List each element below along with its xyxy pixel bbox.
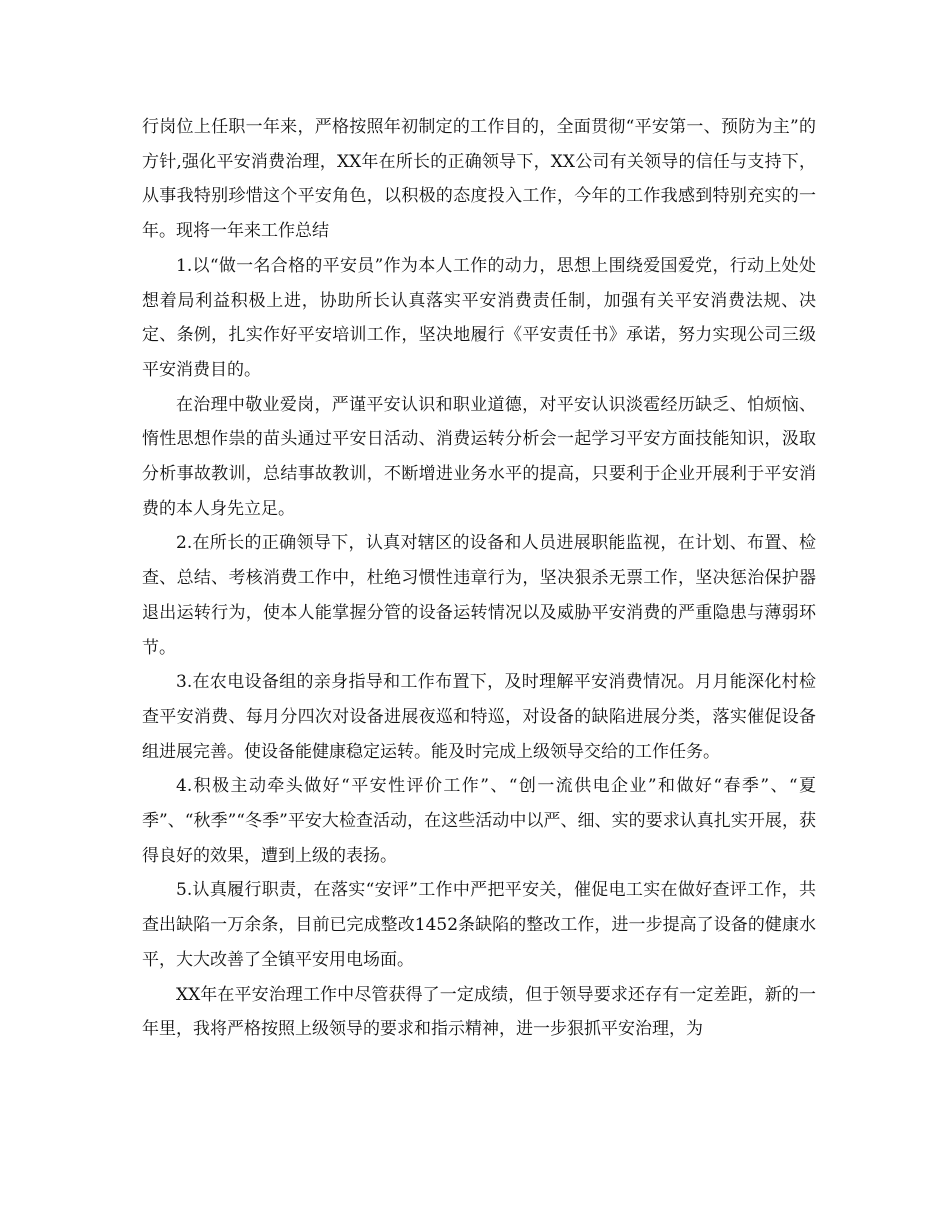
paragraph-conclusion: XX年在平安治理工作中尽管获得了一定成绩，但于领导要求还存有一定差距，新的一年里，我将严格按照上级领导的要求和指示精神，进一步狠抓平安治理，为 [142,984,816,1040]
paragraph-item-5: 5.认真履行职责，在落实“安评”工作中严把平安关，催促电工实在做好查评工作，共查出缺陷一万余条，目前已完成整改1452条缺陷的整改工作，进一步提高了设备的健康水平，大大改善了全镇平安用电场面。 [142,880,816,970]
paragraph-item-4: 4.积极主动牵头做好“平安性评价工作”、“创一流供电企业”和做好“春季”、“夏季”、“秋季”“冬季”平安大检查活动，在这些活动中以严、细、实的要求认真扎实开展，获得良好的效果，遭到上级的表扬。 [142,776,816,866]
document-body [142,110,816,1047]
paragraph-intro: 行岗位上任职一年来，严格按照年初制定的工作目的，全面贯彻“平安第一、预防为主”的方针,强化平安消费治理，XX年在所长的正确领导下，XX公司有关领导的信任与支持下，从事我特别珍惜这个平安角色，以积极的态度投入工作，今年的工作我感到特别充实的一年。现将一年来工作总结 [142,117,816,242]
paragraph-management: 在治理中敬业爱岗，严谨平安认识和职业道德，对平安认识淡雹经历缺乏、怕烦恼、惰性思想作祟的苗头通过平安日活动、消费运转分析会一起学习平安方面技能知识，汲取分析事故教训，总结事故教训，不断增进业务水平的提高，只要利于企业开展利于平安消费的本人身先立足。 [142,394,816,519]
paragraph-item-2: 2.在所长的正确领导下，认真对辖区的设备和人员进展职能监视，在计划、布置、检查、总结、考核消费工作中，杜绝习惯性违章行为，坚决狠杀无票工作，坚决惩治保护器退出运转行为，使本人能掌握分管的设备运转情况以及威胁平安消费的严重隐患与薄弱环节。 [142,533,816,658]
paragraph-item-1: 1.以“做一名合格的平安员”作为本人工作的动力，思想上围绕爱国爱党，行动上处处想着局利益积极上进，协助所长认真落实平安消费责任制，加强有关平安消费法规、决定、条例，扎实作好平安培训工作，坚决地履行《平安责任书》承诺，努力实现公司三级平安消费目的。 [142,255,816,380]
paragraph-item-3: 3.在农电设备组的亲身指导和工作布置下，及时理解平安消费情况。月月能深化村检查平安消费、每月分四次对设备进展夜巡和特巡，对设备的缺陷进展分类，落实催促设备组进展完善。使设备能健康稳定运转。能及时完成上级领导交给的工作任务。 [142,672,816,762]
